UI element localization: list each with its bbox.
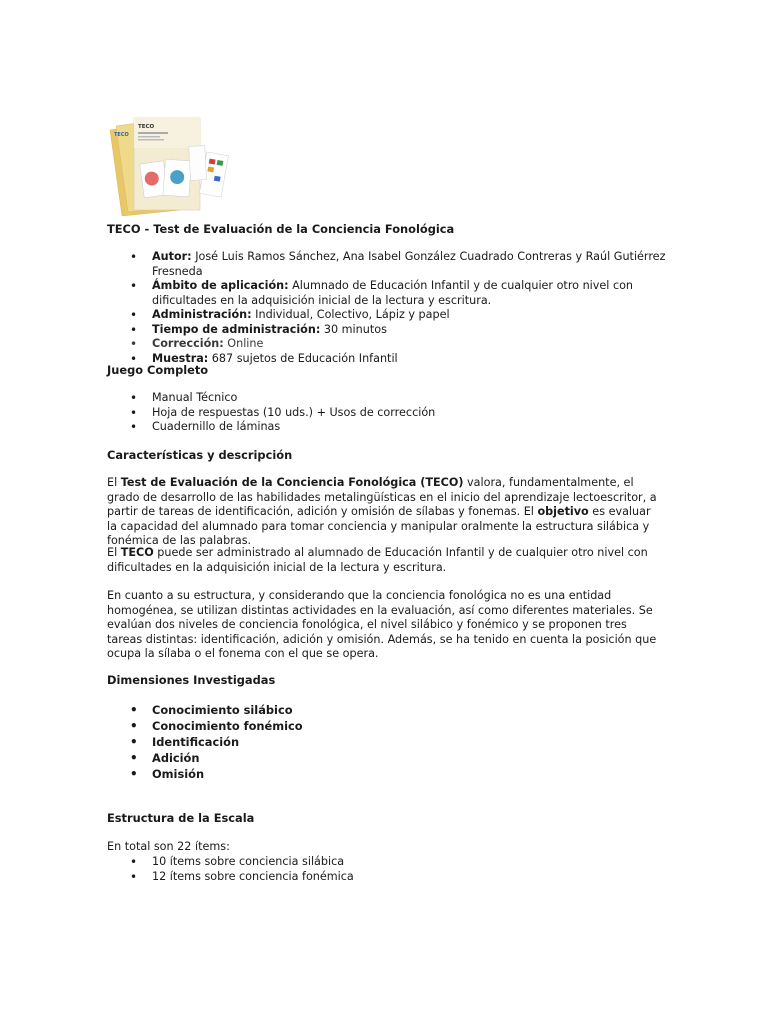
spec-label: Administración:	[152, 308, 252, 321]
spec-item	[107, 308, 667, 323]
doc-title: TECO - Test de Evaluación de la Conciencia Fonológica	[107, 222, 455, 236]
description-heading: Características y descripción	[107, 448, 293, 462]
kit-item: • Cuadernillo de láminas	[107, 420, 667, 435]
dimension-item: • Omisión	[107, 766, 667, 782]
kit-heading: Juego Completo	[107, 363, 209, 377]
spec-list	[107, 250, 667, 366]
kit-item: • Hoja de respuestas (10 uds.) + Usos de corrección	[107, 406, 667, 421]
spec-label: Corrección:	[152, 337, 224, 350]
spec-value: 30 minutos	[320, 322, 387, 336]
spec-label: Ámbito de aplicación:	[152, 279, 289, 292]
spec-item	[107, 323, 667, 338]
description-paragraph-3: En cuanto a su estructura, y considerando que la conciencia fonológica no es una entidad homogénea, se utilizan distintas actividades en la evaluación, así como diferentes materiales. Se evalúan dos niveles de conciencia fonológica, el nivel silábico y fonémico y se proponen tres tareas distintas: identificación, adición y omisión. Además, se ha tenido en cuenta la posición que ocupa la sílaba o el fonema con el que se opera.	[107, 589, 657, 660]
kit-item: • Manual Técnico	[107, 391, 667, 406]
spec-label: Muestra:	[152, 351, 209, 365]
spec-value: Online	[223, 337, 264, 350]
structure-item: • 10 ítems sobre conciencia silábica	[107, 855, 667, 870]
spec-value: Alumnado de Educación Infantil y de cualquier otro nivel con dificultades en la adquisición inicial de la lectura y escritura.	[152, 279, 634, 307]
spec-label: Autor:	[152, 250, 192, 263]
description-paragraph-1: El Test de Evaluación de la Conciencia Fonológica (TECO) valora, fundamentalmente, el grado de desarrollo de las habilidades metalingüísticas en el inicio del aprendizaje lectoescritor, a partir de tareas de identificación, adición y omisión de sílabas y fonemas. El objetivo es evaluar la capacidad del alumnado para tomar conciencia y manipular oralmente la estructura silábica y fonémica de las palabras.	[107, 476, 657, 547]
kit-list	[107, 391, 667, 435]
structure-list	[107, 855, 667, 884]
dimension-item: • Adición	[107, 750, 667, 766]
dimension-item: • Conocimiento fonémico	[107, 718, 667, 734]
structure-intro: En total son 22 ítems:	[107, 840, 230, 853]
description-paragraph-2: El TECO puede ser administrado al alumnado de Educación Infantil y de cualquier otro nivel con dificultades en la adquisición inicial de la lectura y escritura.	[107, 546, 648, 574]
spec-value: 687 sujetos de Educación Infantil	[208, 351, 398, 365]
spec-item	[107, 250, 667, 279]
cover-side-text: TECO	[114, 132, 129, 138]
spec-value: José Luis Ramos Sánchez, Ana Isabel González Cuadrado Contreras y Raúl Gutiérrez Fresneda	[152, 250, 666, 278]
spec-item	[107, 337, 667, 352]
structure-item: • 12 ítems sobre conciencia fonémica	[107, 870, 667, 885]
dimensions-heading: Dimensiones Investigadas	[107, 673, 276, 687]
dimension-item: • Identificación	[107, 734, 667, 750]
spec-item	[107, 279, 667, 308]
spec-value: Individual, Colectivo, Lápiz y papel	[251, 308, 450, 321]
structure-heading: Estructura de la Escala	[107, 811, 255, 825]
dimension-item: • Conocimiento silábico	[107, 702, 667, 718]
dimensions-list	[107, 702, 667, 782]
cover-title-text: TECO	[138, 124, 155, 130]
product-cover-image	[106, 110, 234, 216]
spec-label: Tiempo de administración:	[152, 322, 321, 336]
